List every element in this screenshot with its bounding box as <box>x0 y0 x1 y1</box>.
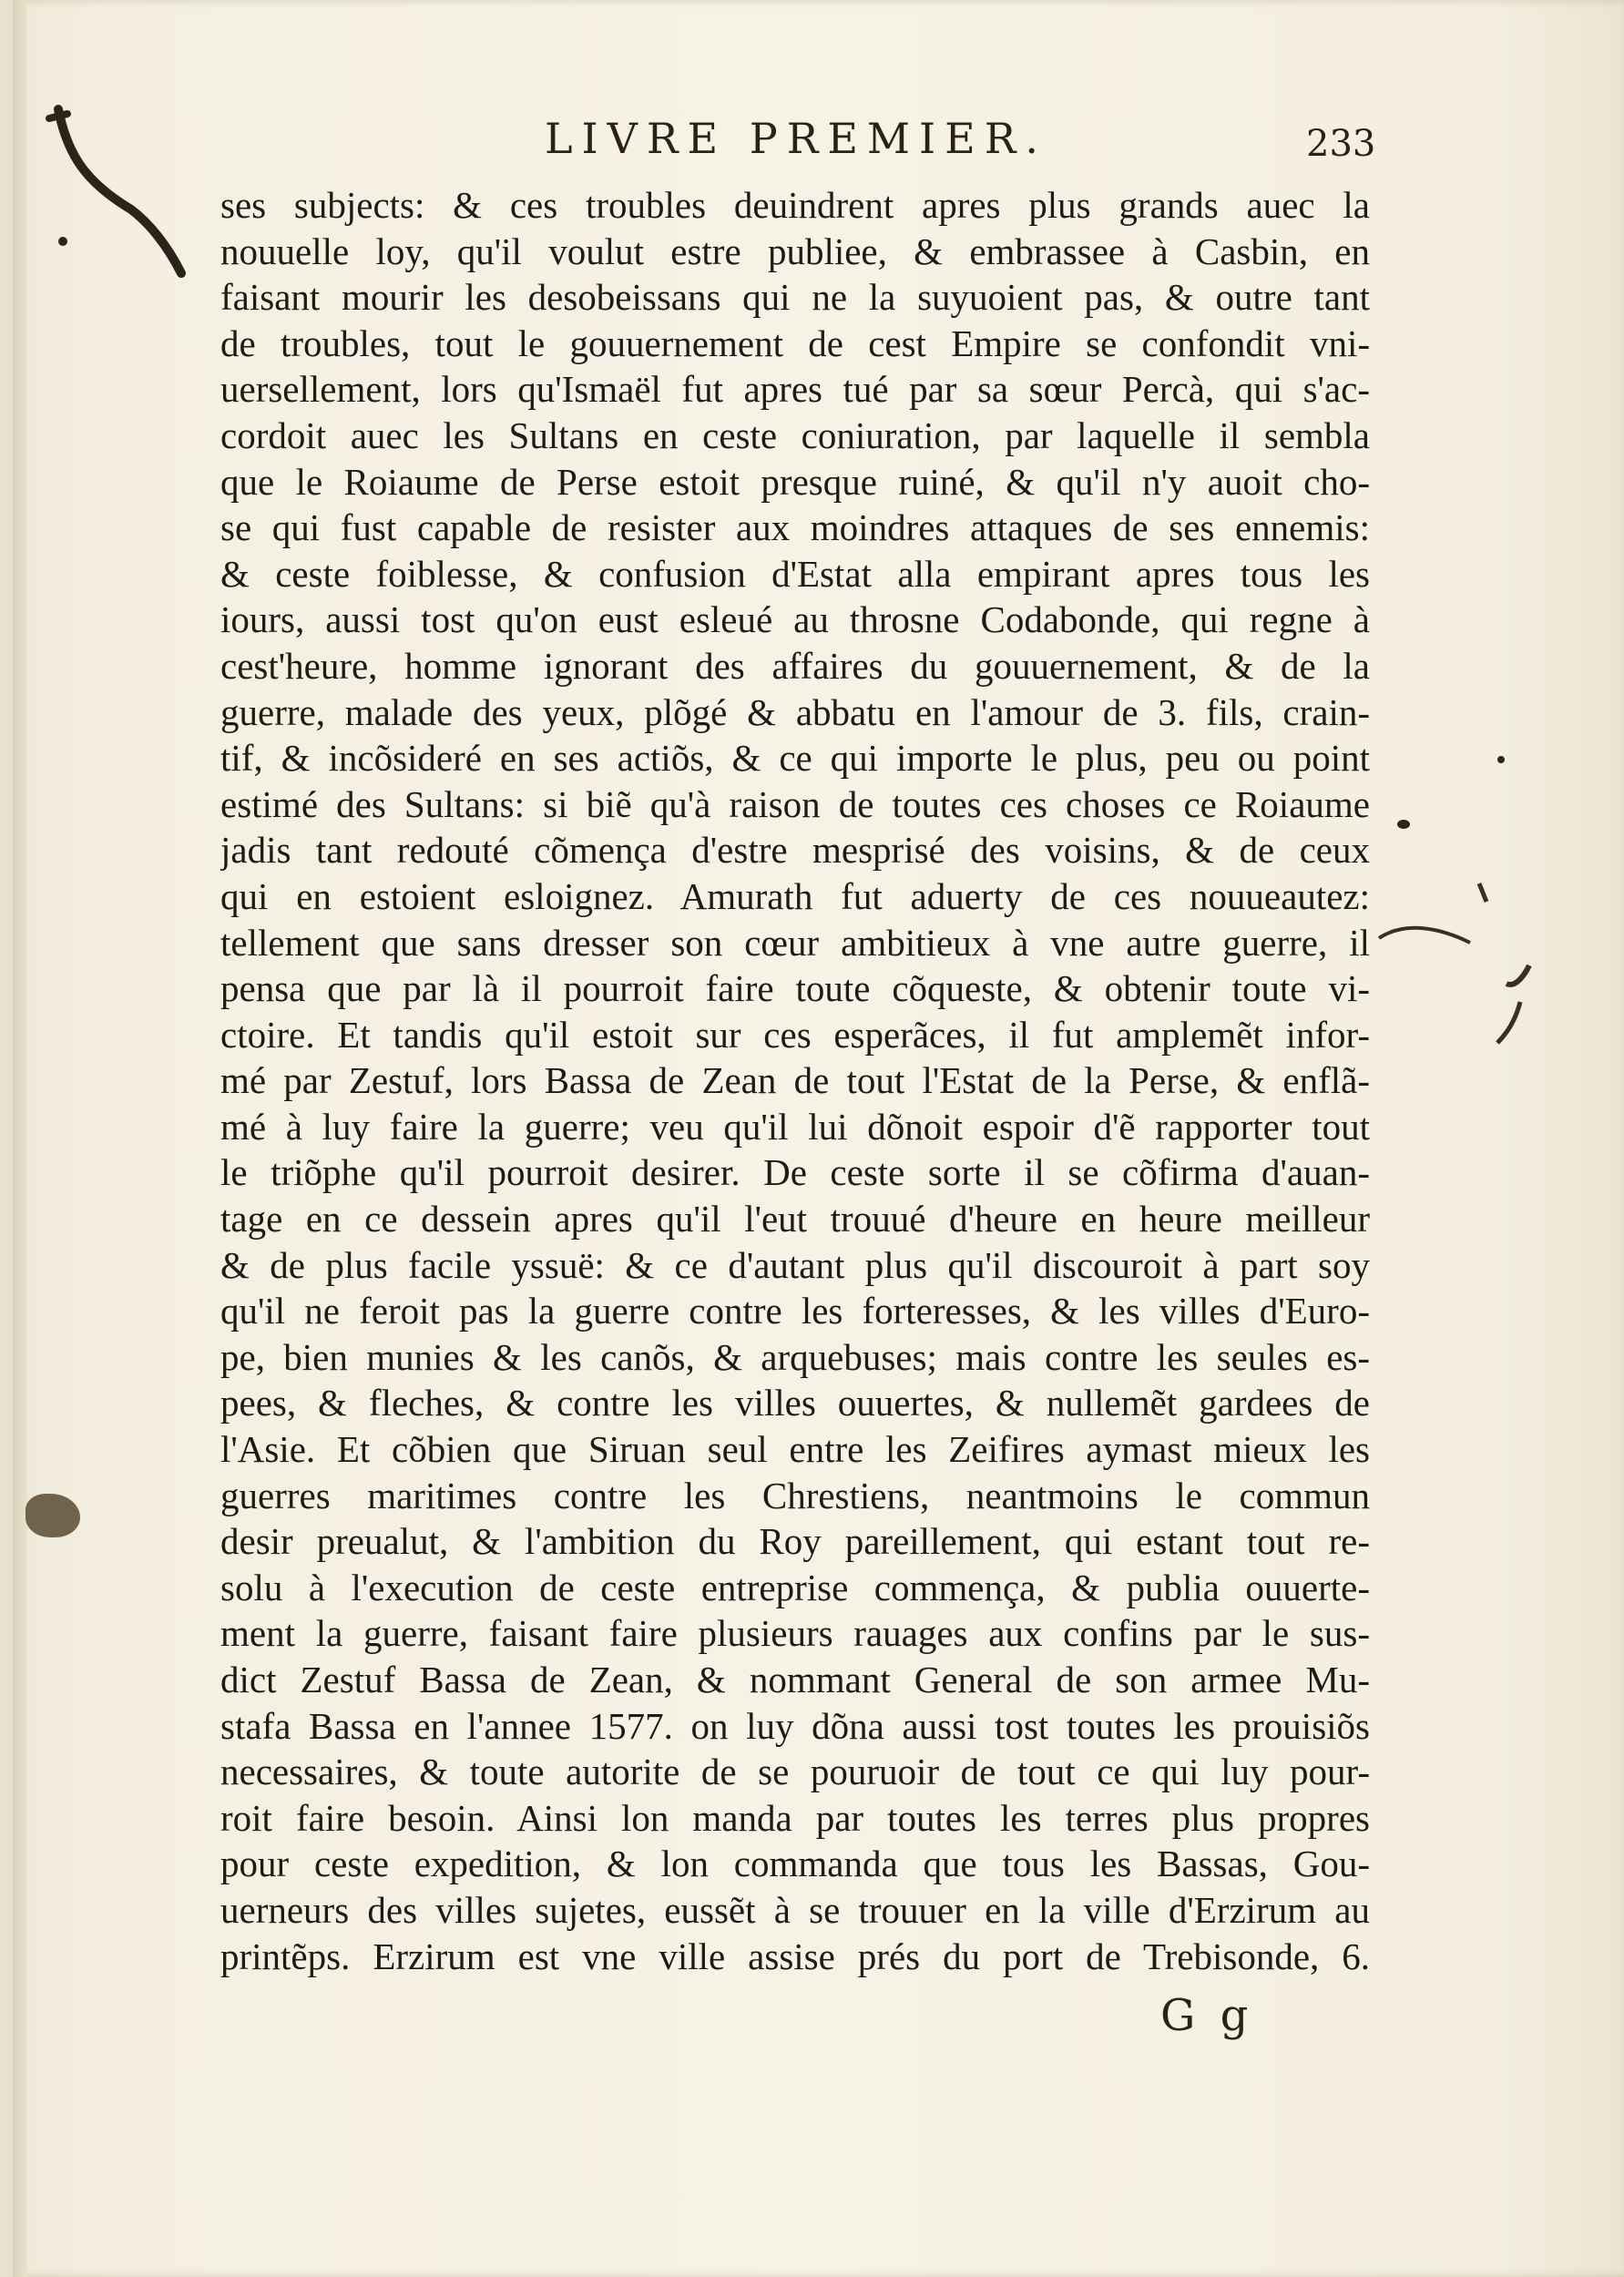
text-line: guerres maritimes contre les Chrestiens, neantmoins le commun <box>220 1474 1370 1516</box>
text-line: l'Asie. Et cõbien que Siruan seul entre les Zeifires aymast mieux les <box>220 1428 1370 1471</box>
text-line: faisant mourir les desobeissans qui ne la suyuoient pas, & outre tant <box>220 276 1370 319</box>
body-text <box>220 182 1370 1979</box>
text-line: pe, bien munies & les canõs, & arquebuses; mais contre les seules es- <box>220 1335 1370 1378</box>
text-line: que le Roiaume de Perse estoit presque ruiné, & qu'il n'y auoit cho- <box>220 460 1370 503</box>
ink-scribble-icon <box>1370 874 1543 1057</box>
text-line: & de plus facile yssuë: & ce d'autant plus qu'il discouroit à part soy <box>220 1243 1370 1286</box>
ink-dot <box>1497 756 1505 763</box>
text-line: estimé des Sultans: si biẽ qu'à raison de toutes ces choses ce Roiaume <box>220 782 1370 825</box>
text-line: tage en ce dessein apres qu'il l'eut trouué d'heure en heure meilleur <box>220 1198 1370 1241</box>
text-line: ctoire. Et tandis qu'il estoit sur ces esperãces, il fut amplemẽt infor- <box>220 1013 1370 1056</box>
text-line: pees, & fleches, & contre les villes ouuertes, & nullemẽt gardees de <box>220 1382 1370 1424</box>
ink-dot <box>58 237 67 246</box>
text-line: uerneurs des villes sujetes, eussẽt à se trouuer en la ville d'Erzirum au <box>220 1888 1370 1931</box>
text-line: stafa Bassa en l'annee 1577. on luy dõna aussi tost toutes les prouisiõs <box>220 1704 1370 1747</box>
edge-stain <box>26 1494 80 1537</box>
book-page <box>13 0 1624 2277</box>
text-line: de troubles, tout le gouuernement de cest Empire se confondit vni- <box>220 322 1370 364</box>
ink-dot <box>1397 820 1410 829</box>
text-line: qu'il ne feroit pas la guerre contre les forteresses, & les villes d'Euro- <box>220 1290 1370 1333</box>
text-line: printẽps. Erzirum est vne ville assise prés du port de Trebisonde, 6. <box>220 1935 1370 1977</box>
page-gutter-edge <box>13 0 27 2277</box>
text-line: le triõphe qu'il pourroit desirer. De ceste sorte il se cõfirma d'auan- <box>220 1151 1370 1194</box>
text-line: uersellement, lors qu'Ismaël fut apres tué par sa sœur Percà, qui s'ac- <box>220 368 1370 411</box>
text-line: dict Zestuf Bassa de Zean, & nommant General de son armee Mu- <box>220 1659 1370 1700</box>
text-line: tellement que sans dresser son cœur ambitieux à vne autre guerre, il <box>220 921 1370 964</box>
text-line: & ceste foiblesse, & confusion d'Estat alla empirant apres tous les <box>220 552 1370 595</box>
text-line: qui en estoient esloignez. Amurath fut aduerty de ces nouueautez: <box>220 874 1370 917</box>
text-line: roit faire besoin. Ainsi lon manda par toutes les terres plus propres <box>220 1796 1370 1839</box>
text-line: pour ceste expedition, & lon commanda que tous les Bassas, Gou- <box>220 1843 1370 1885</box>
text-line: nouuelle loy, qu'il voulut estre publiee, & embrassee à Casbin, en <box>220 230 1370 272</box>
text-line: guerre, malade des yeux, plõgé & abbatu en l'amour de 3. fils, crain- <box>220 690 1370 733</box>
page-number: 233 <box>1306 123 1376 165</box>
running-head: LIVRE PREMIER. <box>544 114 1048 163</box>
ink-stroke-icon <box>31 100 204 282</box>
text-line: cordoit auec les Sultans en ceste coniuration, par laquelle il sembla <box>220 414 1370 456</box>
text-line: desir preualut, & l'ambition du Roy pareillement, qui estant tout re- <box>220 1520 1370 1563</box>
text-line: mé par Zestuf, lors Bassa de Zean de tout l'Estat de la Perse, & enflã- <box>220 1059 1370 1102</box>
text-line: se qui fust capable de resister aux moindres attaques de ses ennemis: <box>220 506 1370 549</box>
text-line: necessaires, & toute autorite de se pouruoir de tout ce qui luy pour- <box>220 1751 1370 1793</box>
text-line: ses subjects: & ces troubles deuindrent apres plus grands auec la <box>220 184 1370 226</box>
text-line: jadis tant redouté cõmença d'estre mesprisé des voisins, & de ceux <box>220 829 1370 872</box>
text-line: mé à luy faire la guerre; veu qu'il lui dõnoit espoir d'ẽ rapporter tout <box>220 1105 1370 1148</box>
text-line: iours, aussi tost qu'on eust esleué au throsne Codabonde, qui regne à <box>220 598 1370 641</box>
text-line: ment la guerre, faisant faire plusieurs rauages aux confins par le sus- <box>220 1612 1370 1655</box>
text-line: pensa que par là il pourroit faire toute cõqueste, & obtenir toute vi- <box>220 967 1370 1010</box>
text-line: solu à l'execution de ceste entreprise commença, & publia ouuerte- <box>220 1566 1370 1608</box>
text-line: tif, & incõsideré en ses actiõs, & ce qui importe le plus, peu ou point <box>220 737 1370 780</box>
text-line: cest'heure, homme ignorant des affaires du gouuernement, & de la <box>220 644 1370 687</box>
signature-mark: G g <box>1160 1990 1254 2041</box>
